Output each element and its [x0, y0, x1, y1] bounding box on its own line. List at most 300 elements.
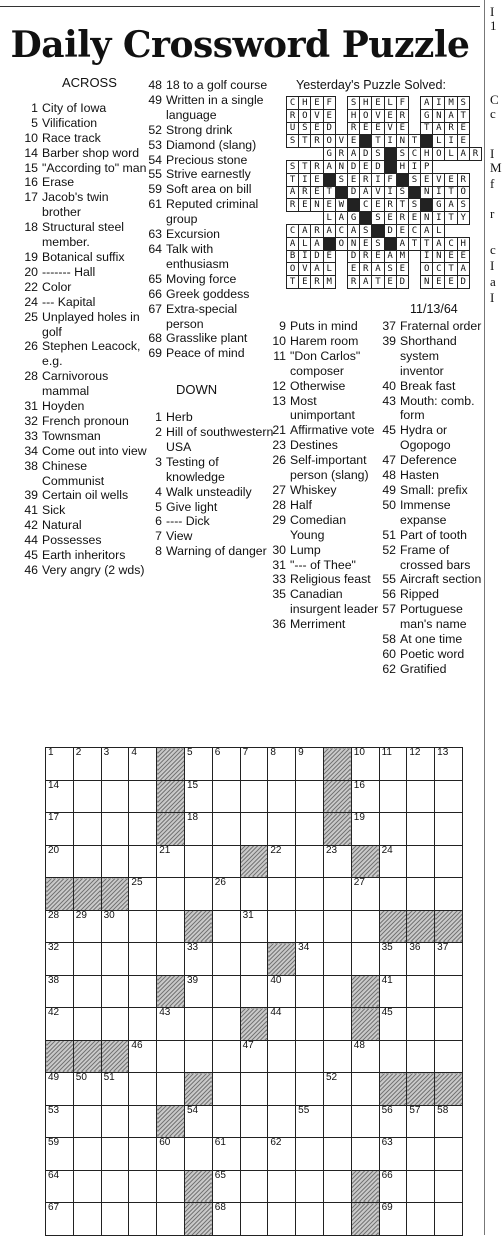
solution-row	[287, 160, 482, 173]
grid-cell	[129, 1203, 157, 1236]
solution-cell: A	[445, 199, 457, 212]
across-clue	[18, 161, 148, 176]
across-clue	[148, 93, 276, 123]
solution-cell: D	[372, 160, 384, 173]
clue-text: Give light	[166, 499, 218, 514]
cell-number: 32	[48, 942, 60, 953]
clue-number: 55	[382, 572, 396, 587]
solution-cell: A	[384, 250, 396, 263]
grid-cell	[296, 780, 324, 813]
cell-number: 33	[186, 942, 199, 953]
across-clue	[148, 227, 276, 242]
grid-cell	[129, 813, 157, 846]
clue-number: 46	[24, 563, 38, 577]
across-clue	[18, 220, 148, 250]
solution-cell: O	[457, 186, 469, 199]
clue-text: Fraternal order	[400, 319, 482, 333]
clue-text: Walk unsteadily	[166, 484, 252, 499]
clue-number: 7	[155, 529, 162, 544]
clue-number: 33	[24, 428, 38, 443]
clue-number: 53	[148, 137, 162, 152]
across-clue	[18, 548, 148, 563]
grid-cell	[101, 813, 129, 846]
clue-text: Destines	[290, 438, 338, 453]
clue-text: ------- Hall	[42, 264, 96, 279]
grid-cell	[129, 878, 157, 911]
clue-number: 38	[24, 458, 38, 473]
solution-cell: C	[445, 237, 457, 250]
solution-cell: R	[384, 199, 396, 212]
black-square	[73, 878, 101, 911]
cell-number: 9	[298, 747, 304, 758]
clue-number: 32	[24, 413, 38, 428]
cell-number: 68	[214, 1202, 226, 1213]
solution-cell: I	[421, 250, 433, 263]
black-square	[379, 910, 407, 943]
clue-number: 34	[24, 443, 38, 458]
grid-cell	[268, 1008, 296, 1041]
grid-cell	[323, 1008, 351, 1041]
clue-text: Mouth: comb. form	[400, 393, 475, 423]
clue-text: Grasslike plant	[166, 331, 248, 346]
solution-row	[287, 199, 482, 212]
solution-cell: T	[299, 135, 311, 148]
cell-number: 49	[48, 1072, 60, 1083]
clue-text: Religious feast	[290, 572, 371, 587]
clue-text: Immense expanse	[400, 497, 451, 527]
grid-cell	[268, 878, 296, 911]
grid-cell	[323, 845, 351, 878]
solution-cell	[469, 160, 481, 173]
clue-number: 1	[155, 410, 162, 425]
cell-number: 23	[325, 844, 338, 856]
grid-cell	[379, 845, 407, 878]
solution-cell	[408, 122, 420, 135]
across-clue	[18, 295, 148, 310]
solution-cell: A	[323, 160, 335, 173]
grid-cell	[73, 780, 101, 813]
solution-cell: N	[335, 160, 347, 173]
solution-cell	[469, 109, 481, 122]
grid-cell	[240, 1073, 268, 1106]
grid-cell	[296, 1170, 324, 1203]
grid-cell	[323, 878, 351, 911]
solution-cell	[469, 186, 481, 199]
cell-number: 67	[48, 1202, 60, 1213]
across-clue	[18, 146, 148, 161]
grid-cell	[379, 1203, 407, 1236]
across-clue	[148, 272, 276, 287]
across-clue	[18, 265, 148, 280]
clue-text: Moving force	[166, 271, 237, 286]
grid-cell	[379, 1040, 407, 1073]
solution-date: 11/13/64	[410, 302, 458, 316]
clue-text: Natural	[42, 518, 82, 533]
solution-cell: S	[347, 97, 359, 110]
black-square	[351, 1170, 379, 1203]
solution-row	[287, 109, 482, 122]
grid-cell	[268, 748, 296, 781]
cell-number: 17	[48, 812, 60, 823]
solution-cell: U	[287, 122, 299, 135]
solution-cell	[335, 263, 347, 276]
clue-number: 42	[24, 518, 38, 533]
clue-text: Color	[42, 279, 72, 294]
edge-letter: I	[490, 4, 495, 19]
grid-cell	[184, 845, 212, 878]
grid-cell	[73, 910, 101, 943]
clue-text: Carnivorous mammal	[42, 369, 109, 399]
black-square	[46, 1040, 74, 1073]
edge-letter: I	[490, 290, 495, 305]
black-square	[73, 1040, 101, 1073]
grid-cell	[323, 1138, 351, 1171]
grid-cell	[212, 845, 240, 878]
clue-text: City of Iowa	[42, 100, 107, 115]
grid-cell	[379, 780, 407, 813]
solution-cell: D	[457, 276, 469, 289]
grid-cell	[240, 878, 268, 911]
solution-cell: S	[360, 224, 372, 237]
grid-cell	[157, 1170, 185, 1203]
clue-text: Affirmative vote	[290, 423, 375, 438]
grid-row	[46, 975, 463, 1008]
clue-number: 17	[24, 190, 38, 205]
grid-cell	[268, 1170, 296, 1203]
solution-cell	[311, 148, 323, 161]
solution-cell: R	[335, 148, 347, 161]
across-clue	[148, 287, 276, 302]
clue-number: 26	[24, 339, 38, 354]
clue-text: Hydra or Ogopogo	[400, 423, 451, 453]
grid-cell	[351, 1073, 379, 1106]
solution-cell: R	[347, 122, 359, 135]
clue-number: 52	[382, 542, 396, 557]
solution-cell: P	[421, 160, 433, 173]
clue-text: Whiskey	[290, 482, 337, 497]
clue-text: Precious stone	[166, 152, 248, 167]
clue-number: 49	[148, 92, 162, 107]
across-clue	[148, 302, 276, 332]
solution-cell: S	[287, 160, 299, 173]
grid-cell	[212, 1170, 240, 1203]
cell-number: 34	[298, 942, 310, 953]
grid-cell	[157, 1138, 185, 1171]
grid-cell	[351, 748, 379, 781]
clue-number: 64	[148, 241, 162, 256]
clue-number: 68	[148, 331, 162, 346]
edge-letter: r	[490, 206, 495, 221]
grid-cell	[268, 1073, 296, 1106]
solution-cell: C	[287, 97, 299, 110]
down-clue	[148, 410, 276, 425]
black-square	[240, 1008, 268, 1041]
solution-cell: A	[421, 97, 433, 110]
clue-number: 12	[272, 378, 286, 393]
grid-cell	[212, 748, 240, 781]
clue-text: Stephen Leacock, e.g.	[42, 339, 141, 369]
solution-cell: T	[287, 173, 299, 186]
grid-cell	[73, 1170, 101, 1203]
clue-text: "Don Carlos" composer	[290, 348, 361, 378]
solution-cell: E	[421, 173, 433, 186]
solution-cell: N	[421, 276, 433, 289]
grid-cell	[268, 780, 296, 813]
grid-cell	[212, 1040, 240, 1073]
solution-cell	[335, 97, 347, 110]
clue-text: Soft area on bill	[166, 182, 252, 197]
across-clue	[18, 488, 148, 503]
solution-cell: S	[287, 135, 299, 148]
clue-text: Otherwise	[290, 378, 346, 393]
cell-number: 61	[214, 1137, 226, 1148]
cell-number: 15	[186, 779, 199, 791]
across-clue	[18, 399, 148, 414]
black-square	[101, 878, 129, 911]
solution-cell: T	[457, 109, 469, 122]
clue-text: "According to" man	[42, 160, 147, 175]
down-clue	[382, 423, 486, 453]
clue-text: Part of tooth	[400, 527, 467, 542]
solution-cell: O	[299, 109, 311, 122]
clue-text: Townsman	[42, 428, 101, 443]
down-clue	[382, 498, 486, 528]
solution-cell: E	[360, 237, 372, 250]
grid-cell	[407, 1008, 435, 1041]
grid-cell	[212, 1138, 240, 1171]
solution-cell: S	[457, 97, 469, 110]
down-clue	[148, 425, 276, 455]
clue-text: Puts in mind	[290, 319, 358, 333]
down-clue	[382, 632, 486, 647]
solution-cell: E	[311, 173, 323, 186]
grid-cell	[296, 910, 324, 943]
grid-cell	[296, 943, 324, 976]
grid-cell	[101, 780, 129, 813]
grid-cell	[435, 1105, 463, 1138]
down-clue	[272, 319, 380, 334]
grid-cell	[101, 943, 129, 976]
clue-text: Erase	[42, 175, 75, 190]
clue-number: 31	[24, 399, 38, 414]
across-clue	[148, 182, 276, 197]
grid-cell	[129, 1073, 157, 1106]
solution-cell: R	[360, 250, 372, 263]
grid-cell	[351, 1040, 379, 1073]
clue-number: 48	[382, 468, 396, 483]
clue-number: 8	[155, 544, 162, 559]
clue-text: Shorthand system inventor	[400, 333, 457, 378]
cell-number: 63	[381, 1137, 393, 1148]
grid-cell	[184, 1008, 212, 1041]
grid-cell	[184, 1105, 212, 1138]
cell-number: 66	[381, 1169, 393, 1181]
grid-cell	[323, 1170, 351, 1203]
edge-letter: M	[490, 160, 502, 175]
cell-number: 50	[75, 1072, 87, 1083]
grid-cell	[296, 1008, 324, 1041]
grid-cell	[296, 813, 324, 846]
solution-cell: T	[408, 135, 420, 148]
clue-number: 6	[155, 514, 162, 529]
grid-cell	[407, 975, 435, 1008]
solution-cell: R	[287, 199, 299, 212]
clue-text: Poetic word	[400, 646, 465, 661]
solution-cell: T	[299, 160, 311, 173]
solution-cell: A	[335, 212, 347, 225]
solution-cell: Y	[457, 212, 469, 225]
grid-cell	[184, 1138, 212, 1171]
grid-cell	[296, 1138, 324, 1171]
solution-cell: C	[360, 199, 372, 212]
solution-cell	[445, 224, 457, 237]
solution-cell: H	[347, 109, 359, 122]
edge-letter: f	[490, 176, 495, 191]
solution-cell: E	[311, 122, 323, 135]
clue-number: 16	[24, 175, 38, 190]
down-clue	[272, 334, 380, 349]
solution-cell	[408, 97, 420, 110]
cell-number: 57	[409, 1104, 421, 1116]
grid-cell	[268, 1105, 296, 1138]
clue-number: 40	[382, 378, 396, 393]
down-clue	[382, 662, 486, 677]
down-clue	[148, 455, 276, 485]
grid-cell	[268, 845, 296, 878]
grid-cell	[212, 813, 240, 846]
black-square	[240, 845, 268, 878]
solution-cell: E	[299, 199, 311, 212]
across-clue	[18, 518, 148, 533]
grid-cell	[73, 845, 101, 878]
solution-cell	[360, 212, 372, 225]
solution-cell: R	[311, 160, 323, 173]
solution-cell: T	[372, 135, 384, 148]
clue-text: Certain oil wells	[42, 488, 129, 503]
solution-cell: T	[421, 122, 433, 135]
clue-number: 54	[148, 152, 162, 167]
clue-number: 14	[24, 145, 38, 160]
grid-cell	[268, 1040, 296, 1073]
across-clue	[18, 459, 148, 489]
across-clue	[148, 78, 276, 93]
solution-cell: R	[311, 276, 323, 289]
grid-cell	[184, 878, 212, 911]
grid-cell	[157, 1073, 185, 1106]
solution-cell: I	[433, 212, 445, 225]
solution-cell: H	[457, 237, 469, 250]
solution-cell: T	[421, 237, 433, 250]
solution-cell	[347, 199, 359, 212]
grid-cell	[212, 780, 240, 813]
solution-cell	[360, 135, 372, 148]
clue-number: 22	[24, 279, 38, 294]
clue-text: Gratified	[400, 661, 447, 676]
solution-cell: W	[335, 199, 347, 212]
grid-cell	[379, 878, 407, 911]
cell-number: 5	[186, 747, 193, 758]
grid-cell	[296, 1073, 324, 1106]
clue-text: ---- Dick	[166, 514, 210, 529]
down-clue	[382, 602, 486, 632]
grid-cell	[407, 1203, 435, 1236]
black-square	[435, 1073, 463, 1106]
solution-cell: R	[469, 148, 481, 161]
black-square	[157, 975, 185, 1008]
grid-cell	[46, 943, 74, 976]
across-clue	[148, 346, 276, 361]
clue-text: At one time	[400, 632, 463, 647]
grid-cell	[212, 910, 240, 943]
clue-number: 60	[382, 646, 396, 661]
grid-cell	[240, 975, 268, 1008]
solution-cell	[469, 173, 481, 186]
grid-cell	[351, 910, 379, 943]
clue-number: 55	[148, 167, 162, 182]
solution-cell: A	[457, 148, 469, 161]
cell-number: 69	[381, 1202, 393, 1213]
down-clue	[272, 349, 380, 379]
clue-number: 28	[272, 497, 286, 512]
black-square	[351, 845, 379, 878]
solution-cell: N	[311, 199, 323, 212]
solution-row	[287, 173, 482, 186]
cell-number: 10	[353, 747, 365, 758]
solution-cell	[335, 186, 347, 199]
cell-number: 54	[186, 1104, 199, 1116]
down-clue	[382, 647, 486, 662]
grid-cell	[129, 1138, 157, 1171]
grid-cell	[407, 1040, 435, 1073]
solution-cell: I	[445, 135, 457, 148]
solution-cell: G	[347, 212, 359, 225]
grid-cell	[212, 1203, 240, 1236]
clue-number: 39	[24, 488, 38, 503]
solution-cell: D	[347, 250, 359, 263]
grid-cell	[46, 813, 74, 846]
grid-cell	[101, 1138, 129, 1171]
grid-cell	[351, 1105, 379, 1138]
solution-cell: E	[445, 250, 457, 263]
solution-cell	[469, 250, 481, 263]
grid-cell	[212, 878, 240, 911]
clue-number: 49	[382, 482, 396, 497]
grid-cell	[46, 1170, 74, 1203]
solution-cell: V	[311, 109, 323, 122]
solution-cell: N	[421, 212, 433, 225]
clue-number: 13	[272, 393, 286, 408]
across-clue	[18, 280, 148, 295]
clue-number: 65	[148, 271, 162, 286]
across-clue	[18, 339, 148, 369]
grid-row	[46, 1138, 463, 1171]
down-clue	[272, 394, 380, 424]
grid-cell	[351, 813, 379, 846]
grid-cell	[212, 1008, 240, 1041]
grid-cell	[268, 975, 296, 1008]
solution-cell	[457, 224, 469, 237]
cell-number: 24	[381, 844, 393, 856]
grid-cell	[101, 910, 129, 943]
grid-cell	[157, 878, 185, 911]
grid-cell	[129, 780, 157, 813]
solution-cell: C	[287, 224, 299, 237]
solution-cell: A	[347, 224, 359, 237]
clue-text: Greek goddess	[166, 286, 250, 301]
solution-cell	[469, 237, 481, 250]
grid-cell	[129, 1105, 157, 1138]
grid-cell	[101, 1170, 129, 1203]
